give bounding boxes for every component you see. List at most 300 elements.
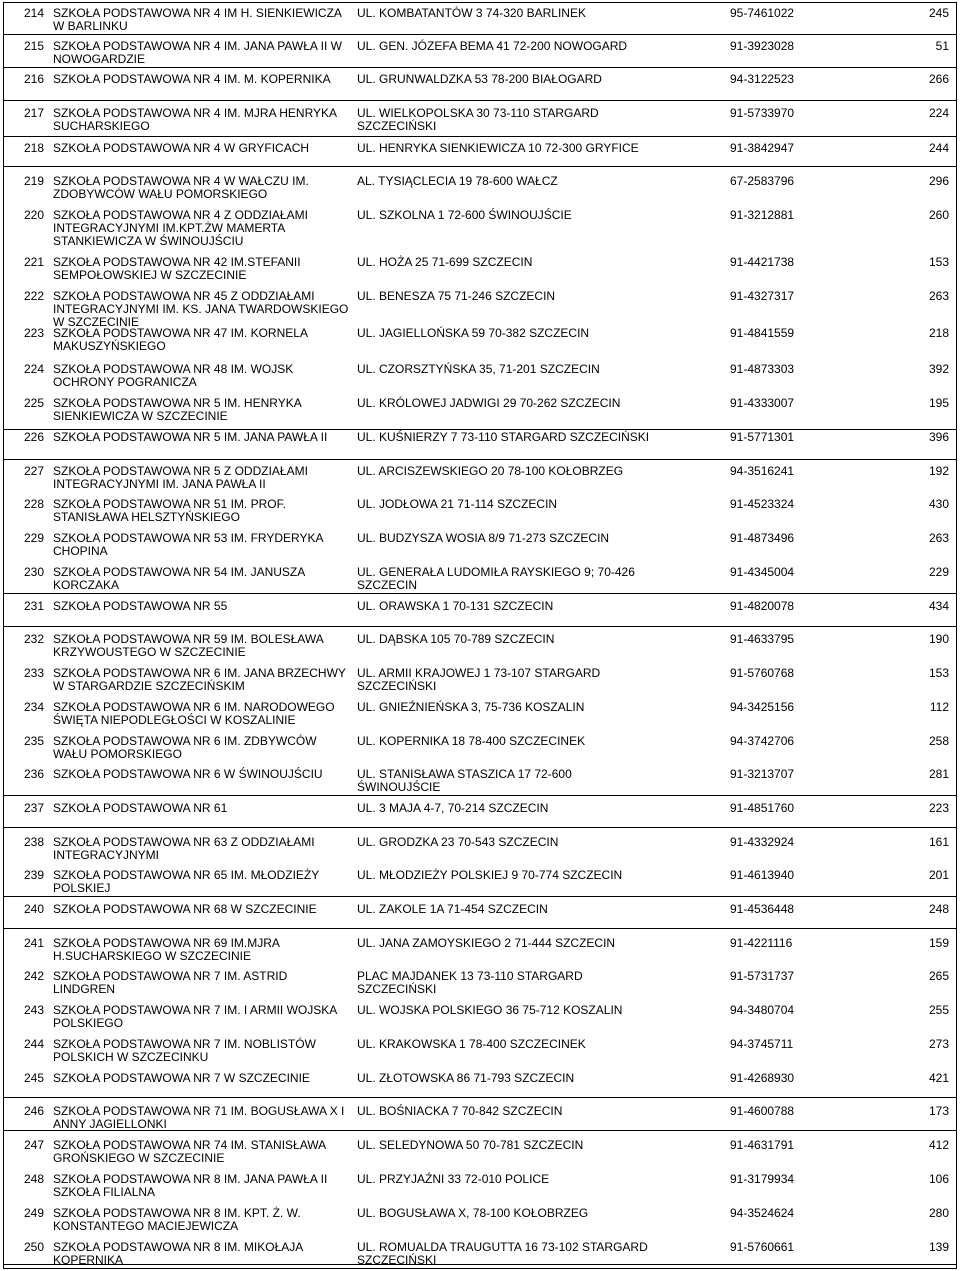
student-count: 281 [928,767,949,781]
school-address-line: UL. KUŚNIERZY 7 73-110 STARGARD SZCZECIŃSKI [357,430,650,444]
school-name-line: SZKOŁA PODSTAWOWA NR 4 W WAŁCZU IM. [53,174,309,188]
student-count: 245 [928,6,949,20]
school-name-line: SZKOŁA PODSTAWOWA NR 47 IM. KORNELA [53,326,308,340]
school-address [357,937,657,950]
row-number: 215 [24,39,45,53]
school-phone: 94-3516241 [730,464,795,478]
school-name [53,869,353,895]
school-name [53,431,353,444]
row-divider [4,928,956,929]
school-name-line: SZKOŁA PODSTAWOWA NR 7 IM. NOBLISTÓW [53,1037,316,1051]
student-count: 258 [928,734,949,748]
school-phone: 91-4873496 [730,531,795,545]
school-name-line: SZKOŁA PODSTAWOWA NR 8 IM. JANA PAWŁA II [53,1172,328,1186]
school-address [357,498,657,511]
student-count: 421 [928,1071,949,1085]
student-count: 153 [928,255,949,269]
student-count: 412 [928,1138,949,1152]
student-count: 112 [929,700,949,714]
school-address-line: SZCZECIŃSKI [357,679,437,693]
student-count: 161 [928,835,949,849]
school-address [357,1004,657,1017]
school-name [53,903,353,916]
school-phone: 91-4851760 [730,801,795,815]
school-name [53,107,353,133]
row-number: 224 [24,362,45,376]
school-address-line: UL. BOGUSŁAWA X, 78-100 KOŁOBRZEG [357,1206,589,1220]
school-name-line: SZKOŁA PODSTAWOWA NR 74 IM. STANISŁAWA [53,1138,327,1152]
student-count: 263 [928,289,949,303]
row-number: 223 [24,326,45,340]
school-name [53,735,353,761]
school-address [357,107,657,133]
school-address [357,431,657,444]
school-name [53,465,353,491]
row-number: 247 [24,1138,45,1152]
row-number: 220 [24,208,45,222]
school-name-line: SZKOŁA PODSTAWOWA NR 6 IM. NARODOWEGO [53,700,335,714]
school-address-line: UL. GEN. JÓZEFA BEMA 41 72-200 NOWOGARD [357,39,628,53]
row-number: 237 [24,801,45,815]
student-count: 190 [928,632,949,646]
school-name-line: SZKOŁA PODSTAWOWA NR 4 Z ODDZIAŁAMI [53,208,308,222]
school-name-line: SZKOŁA PODSTAWOWA NR 68 W SZCZECINIE [53,902,317,916]
school-phone: 91-4613940 [730,868,795,882]
school-address-line: UL. SZKOLNA 1 72-600 ŚWINOUJŚCIE [357,208,572,222]
school-address-line: UL. ZŁOTOWSKA 86 71-793 SZCZECIN [357,1071,575,1085]
row-number: 239 [24,868,45,882]
student-count: 106 [928,1172,949,1186]
school-name [53,7,353,33]
school-name [53,802,353,815]
school-phone: 91-4820078 [730,599,795,613]
school-phone: 91-3923028 [730,39,795,53]
school-address [357,970,657,996]
school-phone: 91-3179934 [730,1172,795,1186]
school-name-line: W SZCZECINIE [53,315,139,329]
school-name-line: STANISŁAWA HELSZTYŃSKIEGO [53,510,240,524]
school-name [53,1139,353,1165]
school-phone: 91-4600788 [730,1104,795,1118]
row-number: 222 [24,289,45,303]
row-number: 229 [24,531,45,545]
school-name-line: NOWOGARDZIE [53,52,145,66]
school-name-line: CHOPINA [53,544,108,558]
school-name-line: ANNY JAGIELLONKI [53,1117,167,1131]
school-name [53,209,353,248]
school-address [357,1105,657,1118]
school-address [357,1038,657,1051]
row-divider [4,827,956,828]
school-address-line: UL. WOJSKA POLSKIEGO 36 75-712 KOSZALIN [357,1003,623,1017]
school-name [53,633,353,659]
school-name-line: KONSTANTEGO MACIEJEWICZA [53,1219,239,1233]
school-name-line: POLSKICH W SZCZECINKU [53,1050,209,1064]
school-address [357,327,657,340]
row-number: 233 [24,666,45,680]
school-name-line: SZKOŁA PODSTAWOWA NR 5 Z ODDZIAŁAMI [53,464,308,478]
school-name [53,1004,353,1030]
school-address [357,1139,657,1152]
school-address-line: UL. ARMII KRAJOWEJ 1 73-107 STARGARD [357,666,601,680]
school-name [53,1173,353,1199]
school-phone: 94-3524624 [730,1206,795,1220]
school-name [53,836,353,862]
row-number: 217 [24,106,45,120]
school-name-line: SZKOŁA PODSTAWOWA NR 5 IM. JANA PAWŁA II [53,430,328,444]
student-count: 244 [928,141,949,155]
school-phone: 91-4333007 [730,396,795,410]
student-count: 266 [928,72,949,86]
row-divider [4,795,956,796]
school-name-line: SZKOŁA PODSTAWOWA NR 7 W SZCZECINIE [53,1071,310,1085]
school-name-line: SZKOŁA PODSTAWOWA NR 4 IM. JANA PAWŁA II W [53,39,342,53]
row-number: 235 [24,734,45,748]
row-divider [4,626,956,627]
school-name-line: SZKOŁA PODSTAWOWA NR 55 [53,599,228,613]
school-name-line: SZKOŁA PODSTAWOWA NR 59 IM. BOLESŁAWA [53,632,324,646]
school-name-line: POLSKIEGO [53,1016,124,1030]
school-name-line: SZKOŁA PODSTAWOWA NR 8 IM. KPT. Ż. W. [53,1206,301,1220]
school-address-line: UL. DĄBSKA 105 70-789 SZCZECIN [357,632,555,646]
school-address [357,363,657,376]
row-number: 249 [24,1206,45,1220]
school-phone: 94-3425156 [730,700,795,714]
school-name-line: MAKUSZYŃSKIEGO [53,339,166,353]
school-address-line: AL. TYSIĄCLECIA 19 78-600 WAŁCZ [357,174,558,188]
school-name-line: SZKOŁA PODSTAWOWA NR 45 Z ODDZIAŁAMI [53,289,315,303]
school-address-line: ŚWINOUJŚCIE [357,780,441,794]
student-count: 218 [928,326,949,340]
row-number: 244 [24,1037,45,1051]
school-address-line: UL. HENRYKA SIENKIEWICZA 10 72-300 GRYFICE [357,141,639,155]
school-name-line: SZKOŁA PODSTAWOWA NR 65 IM. MŁODZIEŻY [53,868,320,882]
school-phone: 91-4873303 [730,362,795,376]
school-name-line: SZKOŁA PODSTAWOWA NR 63 Z ODDZIAŁAMI [53,835,315,849]
school-address [357,1241,657,1267]
school-name-line: SZKOŁA PODSTAWOWA NR 5 IM. HENRYKA [53,396,302,410]
row-number: 227 [24,464,45,478]
school-address-line: UL. HOŻA 25 71-699 SZCZECIN [357,255,533,269]
school-name [53,290,353,329]
student-count: 273 [928,1037,949,1051]
school-address [357,735,657,748]
school-name-line: KORCZAKA [53,578,120,592]
school-name-line: ŚWIĘTA NIEPODLEGŁOŚCI W KOSZALINIE [53,713,296,727]
school-address [357,903,657,916]
student-count: 392 [928,362,949,376]
row-number: 241 [24,936,45,950]
row-number: 221 [24,255,45,269]
student-count: 195 [928,396,949,410]
school-address-line: UL. PRZYJAŹNI 33 72-010 POLICE [357,1172,550,1186]
school-address-line: UL. 3 MAJA 4-7, 70-214 SZCZECIN [357,801,549,815]
school-address-line: UL. SELEDYNOWA 50 70-781 SZCZECIN [357,1138,584,1152]
school-address [357,142,657,155]
school-name [53,970,353,996]
school-name-line: SZKOŁA PODSTAWOWA NR 61 [53,801,228,815]
school-name-line: SEMPOŁOWSKIEJ W SZCZECINIE [53,268,247,282]
school-phone: 91-4221116 [730,936,793,950]
school-name-line: SZKOŁA PODSTAWOWA NR 8 IM. MIKOŁAJA [53,1240,304,1254]
school-address-line: UL. ARCISZEWSKIEGO 20 78-100 KOŁOBRZEG [357,464,624,478]
school-name-line: SIENKIEWICZA W SZCZECINIE [53,409,228,423]
school-address-line: UL. JAGIELLOŃSKA 59 70-382 SZCZECIN [357,326,590,340]
school-phone: 91-4631791 [730,1138,795,1152]
school-address-line: UL. GRUNWALDZKA 53 78-200 BIAŁOGARD [357,72,602,86]
student-count: 296 [928,174,949,188]
school-address-line: SZCZECIN [357,578,417,592]
school-name-line: GROŃSKIEGO W SZCZECINIE [53,1151,225,1165]
school-name-line: SZKOŁA PODSTAWOWA NR 6 IM. JANA BRZECHWY [53,666,346,680]
school-name [53,1207,353,1233]
student-count: 159 [928,936,949,950]
school-address [357,633,657,646]
school-phone: 91-5760661 [730,1240,795,1254]
school-name-line: SZKOŁA FILIALNA [53,1185,156,1199]
school-name-line: SZKOŁA PODSTAWOWA NR 7 IM. I ARMII WOJSKA [53,1003,338,1017]
school-address-line: UL. CZORSZTYŃSKA 35, 71-201 SZCZECIN [357,362,600,376]
school-phone: 94-3122523 [730,72,795,86]
school-name-line: ZDOBYWCÓW WAŁU POMORSKIEGO [53,187,268,201]
row-divider [4,593,956,594]
school-name-line: SZKOŁA PODSTAWOWA NR 54 IM. JANUSZA [53,565,306,579]
school-phone: 95-7461022 [730,6,795,20]
school-phone: 94-3745711 [730,1037,794,1051]
student-count: 224 [928,106,949,120]
school-address-line: UL. GENERAŁA LUDOMIŁA RAYSKIEGO 9; 70-426 [357,565,635,579]
school-name [53,363,353,389]
row-number: 238 [24,835,45,849]
school-address-line: UL. GRODZKA 23 70-543 SZCZECIN [357,835,559,849]
row-divider [4,34,956,35]
school-phone: 91-4327317 [730,289,795,303]
student-count: 223 [928,801,949,815]
student-count: 192 [928,464,949,478]
school-name-line: KRZYWOUSTEGO W SZCZECINIE [53,645,246,659]
student-count: 434 [928,599,949,613]
school-address-line: SZCZECIŃSKI [357,1253,437,1267]
student-count: 248 [928,902,949,916]
school-name-line: WAŁU POMORSKIEGO [53,747,182,761]
school-name-line: SZKOŁA PODSTAWOWA NR 4 W GRYFICACH [53,141,310,155]
school-name-line: SZKOŁA PODSTAWOWA NR 51 IM. PROF. [53,497,286,511]
row-number: 250 [24,1240,45,1254]
school-name [53,1072,353,1085]
school-address [357,768,657,794]
school-address-line: UL. BENESZA 75 71-246 SZCZECIN [357,289,556,303]
row-number: 228 [24,497,45,511]
school-phone: 91-4536448 [730,902,795,916]
school-address [357,566,657,592]
school-phone: 91-4523324 [730,497,795,511]
school-address [357,701,657,714]
school-address-line: UL. ZAKOLE 1A 71-454 SZCZECIN [357,902,548,916]
school-name [53,142,353,155]
row-number: 246 [24,1104,45,1118]
school-list-page [3,2,957,1269]
row-number: 216 [24,72,45,86]
school-name [53,667,353,693]
school-name-line: W BARLINKU [53,19,128,33]
school-name [53,532,353,558]
school-name-line: SZKOŁA PODSTAWOWA NR 4 IM. M. KOPERNIKA [53,72,331,86]
school-address-line: UL. ROMUALDA TRAUGUTTA 16 73-102 STARGARD [357,1240,648,1254]
school-name [53,175,353,201]
school-address-line: UL. WIELKOPOLSKA 30 73-110 STARGARD [357,106,599,120]
row-divider [4,1097,956,1098]
student-count: 229 [928,565,949,579]
school-address [357,802,657,815]
school-address [357,1207,657,1220]
school-name-line: SZKOŁA PODSTAWOWA NR 42 IM.STEFANII [53,255,301,269]
school-phone: 91-4345004 [730,565,795,579]
school-name-line: INTEGRACYJNYMI IM. KS. JANA TWARDOWSKIEGO [53,302,349,316]
school-address [357,397,657,410]
school-name-line: SZKOŁA PODSTAWOWA NR 4 IM. MJRA HENRYKA [53,106,338,120]
school-name-line: OCHRONY POGRANICZA [53,375,197,389]
student-count: 173 [928,1104,949,1118]
school-name-line: LINDGREN [53,982,116,996]
school-address-line: UL. JANA ZAMOYSKIEGO 2 71-444 SZCZECIN [357,936,616,950]
school-address-line: UL. KOMBATANTÓW 3 74-320 BARLINEK [357,6,586,20]
school-address-line: SZCZECIŃSKI [357,982,437,996]
school-phone: 91-5733970 [730,106,795,120]
school-name [53,937,353,963]
school-address [357,869,657,882]
row-number: 243 [24,1003,45,1017]
row-divider [4,896,956,897]
school-address-line: UL. BOŚNIACKA 7 70-842 SZCZECIN [357,1104,563,1118]
row-number: 214 [24,6,45,20]
school-phone: 91-5760768 [730,666,795,680]
school-name [53,1105,353,1131]
school-name-line: INTEGRACYJNYMI [53,848,160,862]
student-count: 139 [928,1240,949,1254]
school-name-line: SZKOŁA PODSTAWOWA NR 4 IM H. SIENKIEWICZA [53,6,342,20]
school-address-line: UL. MŁODZIEŻY POLSKIEJ 9 70-774 SZCZECIN [357,868,623,882]
row-divider [4,166,956,167]
school-address [357,1072,657,1085]
school-address [357,40,657,53]
school-name-line: INTEGRACYJNYMI IM. JANA PAWŁA II [53,477,266,491]
row-number: 242 [24,969,45,983]
school-phone: 91-3842947 [730,141,795,155]
school-name-line: W STARGARDZIE SZCZECIŃSKIM [53,679,245,693]
student-count: 280 [928,1206,949,1220]
school-name-line: SZKOŁA PODSTAWOWA NR 7 IM. ASTRID [53,969,288,983]
school-address [357,73,657,86]
student-count: 255 [928,1003,949,1017]
student-count: 260 [928,208,949,222]
row-divider [4,136,956,137]
school-phone: 91-3213707 [730,767,795,781]
student-count: 430 [928,497,949,511]
school-address-line: UL. BUDZYSZA WOSIA 8/9 71-273 SZCZECIN [357,531,610,545]
row-number: 231 [24,599,45,613]
school-name [53,40,353,66]
school-name [53,701,353,727]
school-address [357,465,657,478]
school-address-line: UL. JODŁOWA 21 71-114 SZCZECIN [357,497,558,511]
row-number: 245 [24,1071,45,1085]
school-phone: 91-4332924 [730,835,795,849]
student-count: 396 [928,430,949,444]
school-name-line: KOPERNIKA [53,1253,124,1267]
school-phone: 67-2583796 [730,174,795,188]
school-phone: 94-3742706 [730,734,795,748]
school-name [53,73,353,86]
school-phone: 94-3480704 [730,1003,795,1017]
school-address-line: UL. KRÓLOWEJ JADWIGI 29 70-262 SZCZECIN [357,396,621,410]
school-name [53,327,353,353]
school-address-line: PLAC MAJDANEK 13 73-110 STARGARD [357,969,583,983]
row-number: 225 [24,396,45,410]
school-phone: 91-4633795 [730,632,795,646]
row-divider [4,67,956,68]
school-address-line: UL. GNIEŹNIEŃSKA 3, 75-736 KOSZALIN [357,700,585,714]
school-address [357,600,657,613]
school-address-line: UL. ORAWSKA 1 70-131 SZCZECIN [357,599,554,613]
school-name-line: STANKIEWICZA W ŚWINOUJŚCIU [53,234,244,248]
student-count: 263 [928,531,949,545]
school-name-line: SZKOŁA PODSTAWOWA NR 48 IM. WOJSK [53,362,294,376]
school-name-line: H.SUCHARSKIEGO W SZCZECINIE [53,949,252,963]
school-address [357,836,657,849]
school-phone: 91-5731737 [730,969,795,983]
school-address [357,1173,657,1186]
school-address [357,256,657,269]
row-number: 234 [24,700,45,714]
school-address-line: SZCZECIŃSKI [357,119,437,133]
row-divider [4,100,956,101]
row-divider [4,459,956,460]
school-address-line: UL. KRAKOWSKA 1 78-400 SZCZECINEK [357,1037,586,1051]
school-name [53,397,353,423]
school-address-line: UL. STANISŁAWA STASZICA 17 72-600 [357,767,572,781]
school-name-line: SZKOŁA PODSTAWOWA NR 53 IM. FRYDERYKA [53,531,324,545]
row-number: 226 [24,430,45,444]
school-name [53,768,353,781]
school-address [357,209,657,222]
school-name [53,600,353,613]
school-name [53,1241,353,1267]
school-phone: 91-5771301 [730,430,795,444]
school-address [357,667,657,693]
school-name-line: SUCHARSKIEGO [53,119,150,133]
school-address [357,290,657,303]
school-name-line: POLSKIEJ [53,881,111,895]
school-phone: 91-4841559 [730,326,795,340]
school-name-line: SZKOŁA PODSTAWOWA NR 6 IM. ZDBYWCÓW [53,734,317,748]
school-phone: 91-4268930 [730,1071,795,1085]
row-number: 236 [24,767,45,781]
row-number: 218 [24,141,45,155]
row-number: 240 [24,902,45,916]
school-name [53,1038,353,1064]
row-number: 219 [24,174,45,188]
student-count: 265 [928,969,949,983]
student-count: 153 [928,666,949,680]
row-number: 232 [24,632,45,646]
school-address [357,7,657,20]
school-name [53,498,353,524]
school-address-line: UL. KOPERNIKA 18 78-400 SZCZECINEK [357,734,586,748]
school-phone: 91-4421738 [730,255,795,269]
row-number: 248 [24,1172,45,1186]
school-name [53,566,353,592]
school-phone: 91-3212881 [730,208,795,222]
